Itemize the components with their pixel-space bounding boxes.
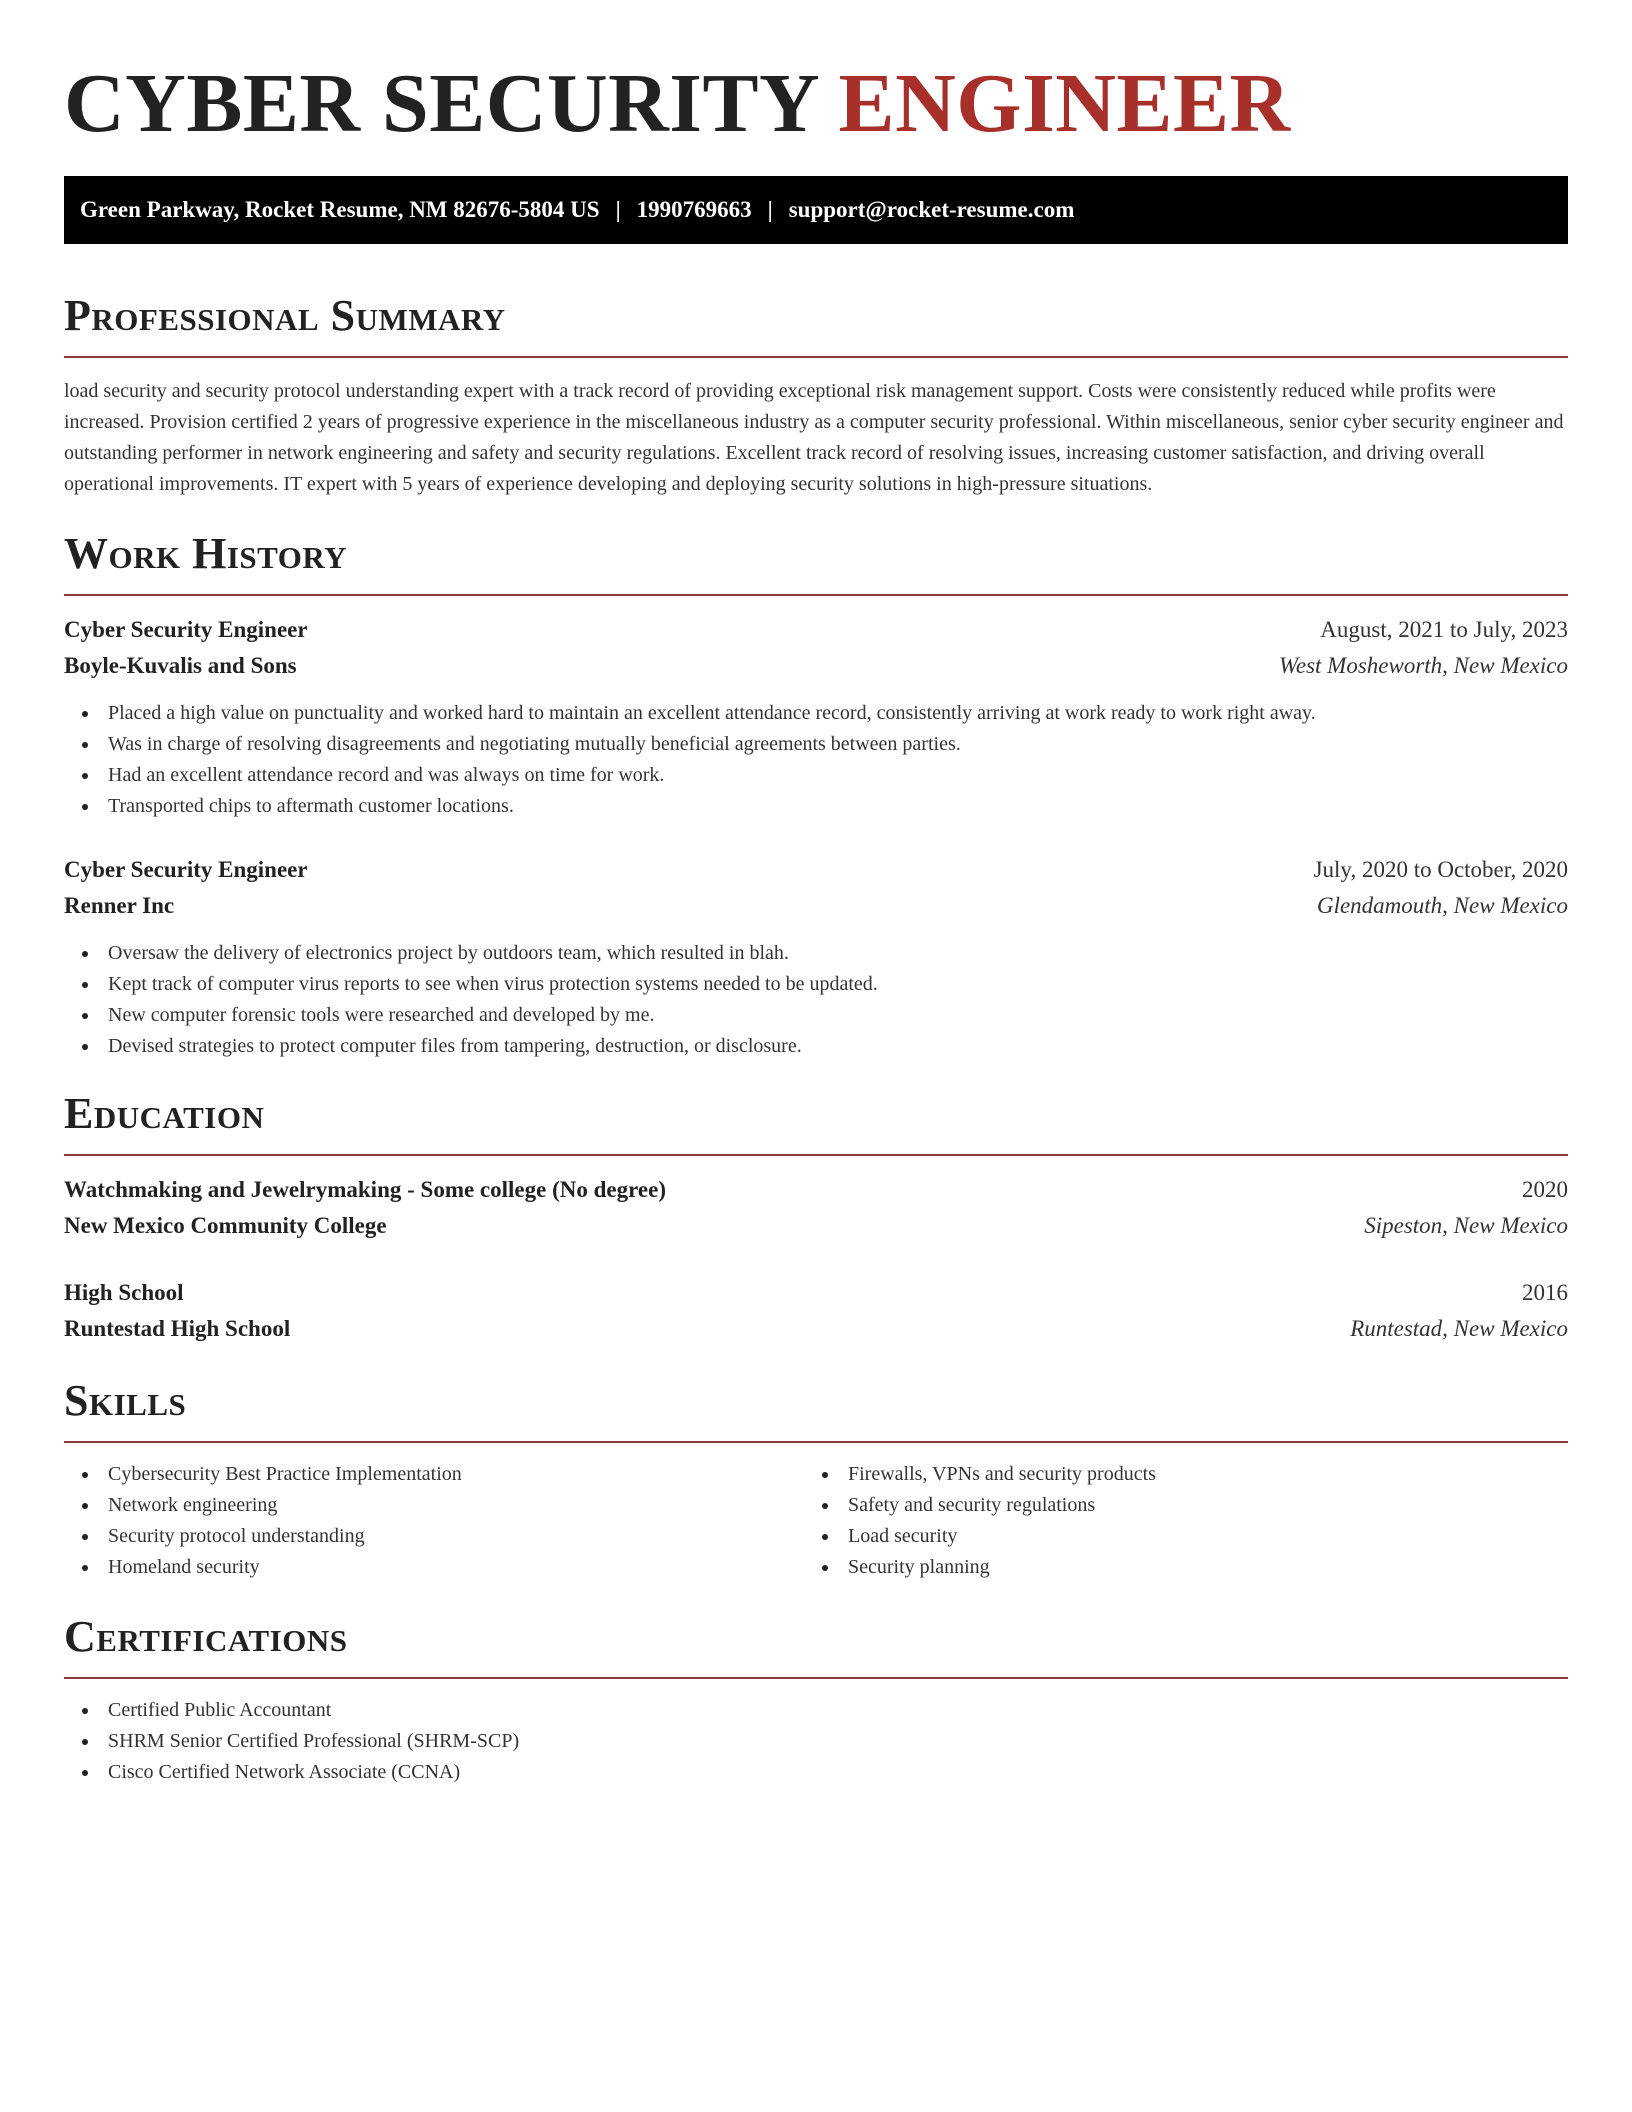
list-item: Firewalls, VPNs and security products bbox=[804, 1459, 1568, 1490]
education-location: Runtestad, New Mexico bbox=[1350, 1316, 1568, 1341]
summary-section bbox=[64, 290, 1568, 500]
list-item: Security protocol understanding bbox=[64, 1521, 804, 1552]
list-item: Kept track of computer virus reports to see when virus protection systems needed to be updated. bbox=[64, 969, 1568, 1000]
skills-list-right bbox=[804, 1459, 1568, 1583]
contact-address: Green Parkway, Rocket Resume, NM 82676-5804 US bbox=[80, 197, 600, 222]
resume-page bbox=[64, 56, 1568, 1788]
skills-heading: Skills bbox=[64, 1376, 187, 1425]
section-divider bbox=[64, 1677, 1568, 1679]
section-divider bbox=[64, 1154, 1568, 1156]
section-divider bbox=[64, 1441, 1568, 1443]
education-header-row bbox=[64, 1275, 1568, 1311]
title-accent: ENGINEER bbox=[838, 57, 1291, 150]
job-location: Glendamouth, New Mexico bbox=[1316, 893, 1568, 918]
job-company-row bbox=[64, 888, 1568, 924]
list-item: Network engineering bbox=[64, 1490, 804, 1521]
education-school: Runtestad High School bbox=[64, 1316, 291, 1341]
summary-text: load security and security protocol understanding expert with a track record of providing exceptional risk management support. Costs were consistently reduced while profits were increased. Provision certified 2 years of progressive experience in the miscellaneous industry as a computer security professional. Within miscellaneous, senior cyber security engineer and outstanding performer in network engineering and safety and security regulations. Excellent track record of resolving issues, increasing customer satisfaction, and driving overall operational improvements. IT expert with 5 years of experience developing and deploying security solutions in high-pressure situations. bbox=[64, 380, 1564, 495]
job-header-row bbox=[64, 612, 1568, 648]
education-year: 2016 bbox=[1522, 1280, 1568, 1305]
list-item: Security planning bbox=[804, 1552, 1568, 1583]
page-title bbox=[64, 56, 1568, 152]
contact-phone: 1990769663 bbox=[636, 197, 752, 222]
work-history-heading: Work History bbox=[64, 529, 348, 578]
job-title: Cyber Security Engineer bbox=[64, 617, 308, 642]
job-header-row bbox=[64, 852, 1568, 888]
contact-bar bbox=[64, 176, 1568, 244]
education-degree: High School bbox=[64, 1280, 184, 1305]
job-dates: August, 2021 to July, 2023 bbox=[1320, 617, 1568, 642]
list-item: Placed a high value on punctuality and worked hard to maintain an excellent attendance record, consistently arriving at work ready to work right away. bbox=[64, 698, 1568, 729]
list-item: Devised strategies to protect computer files from tampering, destruction, or disclosure. bbox=[64, 1031, 1568, 1062]
job-company: Boyle-Kuvalis and Sons bbox=[64, 653, 297, 678]
list-item: Cybersecurity Best Practice Implementation bbox=[64, 1459, 804, 1490]
list-item: Transported chips to aftermath customer locations. bbox=[64, 791, 1568, 822]
job-company: Renner Inc bbox=[64, 893, 175, 918]
skills-list-left bbox=[64, 1459, 804, 1583]
job-bullets bbox=[64, 698, 1568, 822]
list-item: Oversaw the delivery of electronics project by outdoors team, which resulted in blah. bbox=[64, 938, 1568, 969]
list-item: Homeland security bbox=[64, 1552, 804, 1583]
skills-section bbox=[64, 1375, 1568, 1583]
job-location: West Mosheworth, New Mexico bbox=[1278, 653, 1568, 678]
certifications-heading: Certifications bbox=[64, 1612, 348, 1661]
education-header-row bbox=[64, 1172, 1568, 1208]
job-entry bbox=[64, 612, 1568, 822]
list-item: Load security bbox=[804, 1521, 1568, 1552]
list-item: Safety and security regulations bbox=[804, 1490, 1568, 1521]
job-dates: July, 2020 to October, 2020 bbox=[1313, 857, 1568, 882]
list-item: Certified Public Accountant bbox=[64, 1695, 1568, 1726]
education-entry bbox=[64, 1275, 1568, 1347]
job-entry bbox=[64, 852, 1568, 1062]
skills-grid bbox=[64, 1459, 1568, 1583]
certifications-section bbox=[64, 1611, 1568, 1788]
education-entry bbox=[64, 1172, 1568, 1244]
section-divider bbox=[64, 594, 1568, 596]
summary-heading: Professional Summary bbox=[64, 291, 506, 340]
certifications-list bbox=[64, 1695, 1568, 1788]
work-history-section bbox=[64, 528, 1568, 1062]
education-location: Sipeston, New Mexico bbox=[1364, 1213, 1568, 1238]
section-divider bbox=[64, 356, 1568, 358]
list-item: New computer forensic tools were researched and developed by me. bbox=[64, 1000, 1568, 1031]
job-bullets bbox=[64, 938, 1568, 1062]
education-school: New Mexico Community College bbox=[64, 1213, 387, 1238]
education-section bbox=[64, 1088, 1568, 1347]
list-item: Was in charge of resolving disagreements and negotiating mutually beneficial agreements between parties. bbox=[64, 729, 1568, 760]
job-company-row bbox=[64, 648, 1568, 684]
education-school-row bbox=[64, 1311, 1568, 1347]
job-title: Cyber Security Engineer bbox=[64, 857, 308, 882]
list-item: SHRM Senior Certified Professional (SHRM-SCP) bbox=[64, 1726, 1568, 1757]
title-main: CYBER SECURITY bbox=[64, 57, 818, 150]
contact-email: support@rocket-resume.com bbox=[788, 197, 1075, 222]
education-year: 2020 bbox=[1522, 1177, 1568, 1202]
contact-separator: | bbox=[615, 197, 621, 222]
education-heading: Education bbox=[64, 1089, 265, 1138]
education-school-row bbox=[64, 1208, 1568, 1244]
education-degree: Watchmaking and Jewelrymaking - Some college (No degree) bbox=[64, 1177, 666, 1202]
contact-separator: | bbox=[767, 197, 773, 222]
list-item: Had an excellent attendance record and was always on time for work. bbox=[64, 760, 1568, 791]
list-item: Cisco Certified Network Associate (CCNA) bbox=[64, 1757, 1568, 1788]
